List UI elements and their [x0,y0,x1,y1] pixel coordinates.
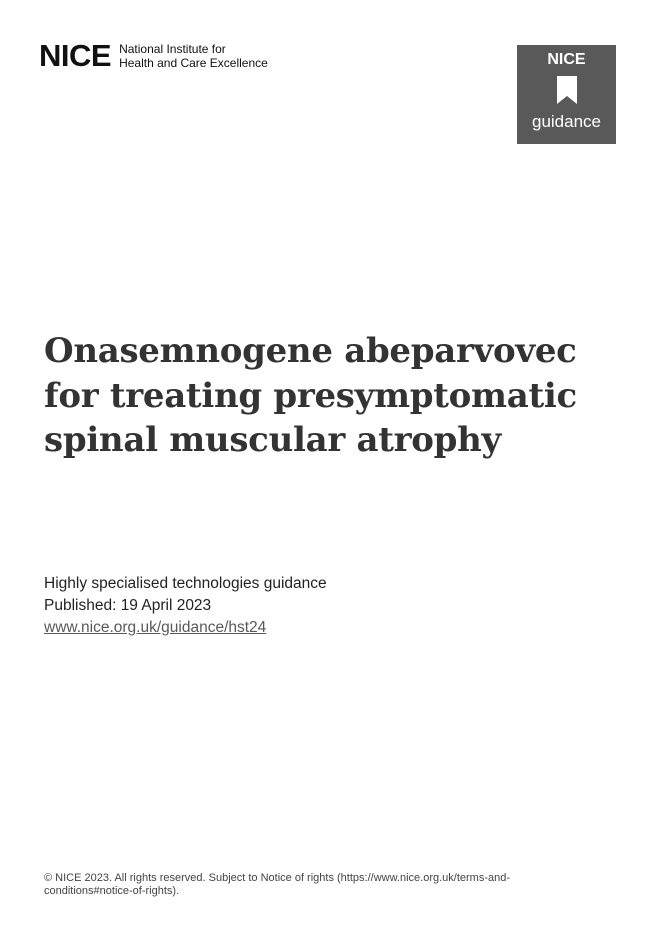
guidance-type: Highly specialised technologies guidance [44,575,327,592]
badge-label: guidance [531,112,601,131]
document-title: Onasemnogene abeparvovec for treating presymptomatic spinal muscular atrophy [44,331,577,460]
logo-organisation-name [119,42,268,70]
guidance-badge [517,45,616,144]
document-meta [44,573,327,639]
guidance-link[interactable]: www.nice.org.uk/guidance/hst24 [44,619,267,636]
logo-line-1: National Institute for [119,42,226,56]
logo-line-2: Health and Care Excellence [119,56,268,70]
copyright-notice: © NICE 2023. All rights reserved. Subject to Notice of rights (https://www.nice.org.uk/terms-and-conditions#notice-of-rights). [44,872,511,897]
published-date: Published: 19 April 2023 [44,597,212,614]
nice-logo [39,38,268,73]
badge-title: NICE [547,51,586,68]
bookmark-icon [557,76,577,104]
logo-wordmark: NICE [39,38,112,73]
